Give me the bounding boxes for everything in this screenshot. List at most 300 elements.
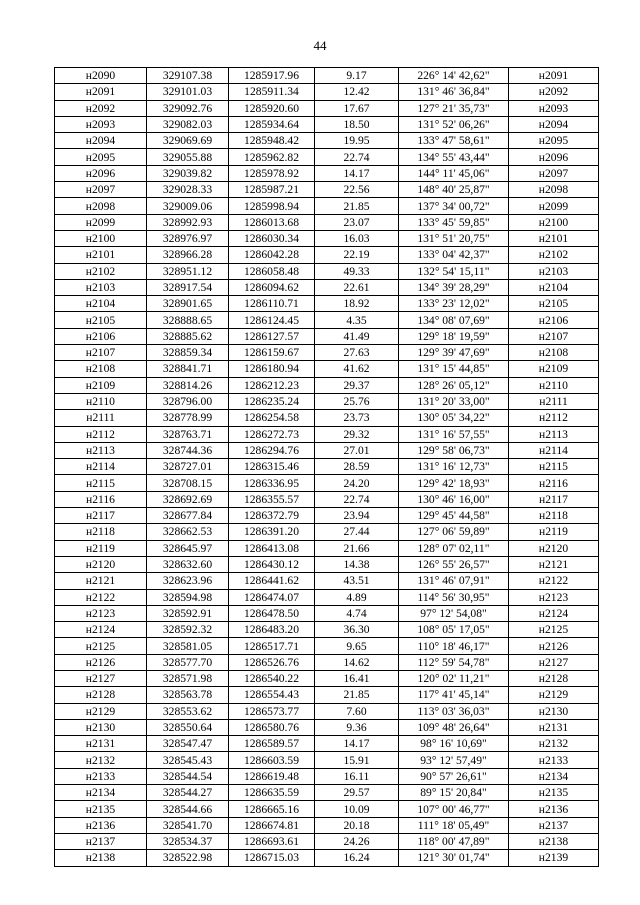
point-from-cell: н2135 <box>55 801 147 817</box>
distance-cell: 21.85 <box>315 198 399 214</box>
y-coordinate-cell: 1286042.28 <box>229 247 315 263</box>
y-coordinate-cell: 1285911.34 <box>229 84 315 100</box>
point-from-cell: н2131 <box>55 736 147 752</box>
distance-cell: 4.89 <box>315 589 399 605</box>
point-to-cell: н2111 <box>509 393 599 409</box>
distance-cell: 23.07 <box>315 214 399 230</box>
distance-cell: 41.49 <box>315 328 399 344</box>
point-to-cell: н2103 <box>509 263 599 279</box>
distance-cell: 27.01 <box>315 442 399 458</box>
distance-cell: 29.57 <box>315 785 399 801</box>
point-from-cell: н2123 <box>55 605 147 621</box>
x-coordinate-cell: 328841.71 <box>147 361 229 377</box>
table-row <box>55 328 599 344</box>
point-from-cell: н2128 <box>55 687 147 703</box>
x-coordinate-cell: 328553.62 <box>147 703 229 719</box>
distance-cell: 21.66 <box>315 540 399 556</box>
point-from-cell: н2118 <box>55 524 147 540</box>
point-from-cell: н2122 <box>55 589 147 605</box>
point-to-cell: н2119 <box>509 524 599 540</box>
distance-cell: 22.61 <box>315 279 399 295</box>
point-from-cell: н2106 <box>55 328 147 344</box>
x-coordinate-cell: 328577.70 <box>147 654 229 670</box>
y-coordinate-cell: 1286478.50 <box>229 605 315 621</box>
bearing-cell: 120° 02' 11,21" <box>399 670 509 686</box>
distance-cell: 41.62 <box>315 361 399 377</box>
bearing-cell: 133° 45' 59,85" <box>399 214 509 230</box>
distance-cell: 19.95 <box>315 133 399 149</box>
distance-cell: 24.26 <box>315 833 399 849</box>
point-to-cell: н2105 <box>509 296 599 312</box>
point-from-cell: н2116 <box>55 491 147 507</box>
table-row <box>55 850 599 866</box>
bearing-cell: 113° 03' 36,03" <box>399 703 509 719</box>
table-row <box>55 654 599 670</box>
table-row <box>55 459 599 475</box>
x-coordinate-cell: 328727.01 <box>147 459 229 475</box>
coordinates-table <box>54 67 599 867</box>
y-coordinate-cell: 1286635.59 <box>229 785 315 801</box>
table-row <box>55 393 599 409</box>
x-coordinate-cell: 329092.76 <box>147 100 229 116</box>
point-to-cell: н2118 <box>509 508 599 524</box>
distance-cell: 23.94 <box>315 508 399 524</box>
x-coordinate-cell: 328571.98 <box>147 670 229 686</box>
distance-cell: 24.20 <box>315 475 399 491</box>
point-from-cell: н2100 <box>55 230 147 246</box>
point-to-cell: н2094 <box>509 116 599 132</box>
table-row <box>55 426 599 442</box>
distance-cell: 14.62 <box>315 654 399 670</box>
table-row <box>55 279 599 295</box>
y-coordinate-cell: 1286110.71 <box>229 296 315 312</box>
x-coordinate-cell: 328545.43 <box>147 752 229 768</box>
x-coordinate-cell: 329009.06 <box>147 198 229 214</box>
bearing-cell: 117° 41' 45,14" <box>399 687 509 703</box>
point-to-cell: н2107 <box>509 328 599 344</box>
x-coordinate-cell: 328744.36 <box>147 442 229 458</box>
distance-cell: 9.17 <box>315 68 399 84</box>
y-coordinate-cell: 1286272.73 <box>229 426 315 442</box>
point-to-cell: н2097 <box>509 165 599 181</box>
y-coordinate-cell: 1286124.45 <box>229 312 315 328</box>
point-from-cell: н2110 <box>55 393 147 409</box>
point-to-cell: н2114 <box>509 442 599 458</box>
point-to-cell: н2120 <box>509 540 599 556</box>
y-coordinate-cell: 1286573.77 <box>229 703 315 719</box>
point-to-cell: н2102 <box>509 247 599 263</box>
bearing-cell: 130° 46' 16,00" <box>399 491 509 507</box>
y-coordinate-cell: 1285934.64 <box>229 116 315 132</box>
bearing-cell: 121° 30' 01,74" <box>399 850 509 866</box>
point-to-cell: н2137 <box>509 817 599 833</box>
x-coordinate-cell: 328901.65 <box>147 296 229 312</box>
x-coordinate-cell: 328544.54 <box>147 768 229 784</box>
x-coordinate-cell: 328522.98 <box>147 850 229 866</box>
distance-cell: 16.24 <box>315 850 399 866</box>
point-to-cell: н2098 <box>509 182 599 198</box>
table-row <box>55 703 599 719</box>
bearing-cell: 131° 20' 33,00" <box>399 393 509 409</box>
distance-cell: 36.30 <box>315 622 399 638</box>
y-coordinate-cell: 1286254.58 <box>229 410 315 426</box>
y-coordinate-cell: 1286294.76 <box>229 442 315 458</box>
x-coordinate-cell: 328677.84 <box>147 508 229 524</box>
bearing-cell: 110° 18' 46,17" <box>399 638 509 654</box>
bearing-cell: 89° 15' 20,84" <box>399 785 509 801</box>
point-to-cell: н2128 <box>509 670 599 686</box>
distance-cell: 14.17 <box>315 736 399 752</box>
x-coordinate-cell: 329069.69 <box>147 133 229 149</box>
bearing-cell: 134° 08' 07,69" <box>399 312 509 328</box>
y-coordinate-cell: 1286180.94 <box>229 361 315 377</box>
point-from-cell: н2115 <box>55 475 147 491</box>
point-to-cell: н2091 <box>509 68 599 84</box>
x-coordinate-cell: 328581.05 <box>147 638 229 654</box>
bearing-cell: 97° 12' 54,08" <box>399 605 509 621</box>
bearing-cell: 129° 58' 06,73" <box>399 442 509 458</box>
table-row <box>55 687 599 703</box>
point-to-cell: н2110 <box>509 377 599 393</box>
table-row <box>55 230 599 246</box>
y-coordinate-cell: 1286159.67 <box>229 345 315 361</box>
point-from-cell: н2137 <box>55 833 147 849</box>
point-from-cell: н2117 <box>55 508 147 524</box>
distance-cell: 29.32 <box>315 426 399 442</box>
point-from-cell: н2107 <box>55 345 147 361</box>
bearing-cell: 226° 14' 42,62" <box>399 68 509 84</box>
point-from-cell: н2121 <box>55 573 147 589</box>
bearing-cell: 134° 55' 43,44" <box>399 149 509 165</box>
bearing-cell: 112° 59' 54,78" <box>399 654 509 670</box>
table-row <box>55 833 599 849</box>
point-from-cell: н2132 <box>55 752 147 768</box>
bearing-cell: 118° 00' 47,89" <box>399 833 509 849</box>
bearing-cell: 93° 12' 57,49" <box>399 752 509 768</box>
table-row <box>55 573 599 589</box>
table-row <box>55 410 599 426</box>
bearing-cell: 148° 40' 25,87" <box>399 182 509 198</box>
y-coordinate-cell: 1286715.03 <box>229 850 315 866</box>
distance-cell: 23.73 <box>315 410 399 426</box>
point-from-cell: н2108 <box>55 361 147 377</box>
bearing-cell: 129° 39' 47,69" <box>399 345 509 361</box>
point-from-cell: н2126 <box>55 654 147 670</box>
distance-cell: 4.74 <box>315 605 399 621</box>
y-coordinate-cell: 1286540.22 <box>229 670 315 686</box>
table-row <box>55 752 599 768</box>
distance-cell: 16.11 <box>315 768 399 784</box>
table-row <box>55 312 599 328</box>
table-row <box>55 638 599 654</box>
y-coordinate-cell: 1285917.96 <box>229 68 315 84</box>
y-coordinate-cell: 1286441.62 <box>229 573 315 589</box>
point-to-cell: н2126 <box>509 638 599 654</box>
point-to-cell: н2108 <box>509 345 599 361</box>
distance-cell: 20.18 <box>315 817 399 833</box>
point-from-cell: н2113 <box>55 442 147 458</box>
bearing-cell: 137° 34' 00,72" <box>399 198 509 214</box>
point-from-cell: н2114 <box>55 459 147 475</box>
table-row <box>55 68 599 84</box>
x-coordinate-cell: 328623.96 <box>147 573 229 589</box>
point-to-cell: н2127 <box>509 654 599 670</box>
y-coordinate-cell: 1285998.94 <box>229 198 315 214</box>
x-coordinate-cell: 328550.64 <box>147 719 229 735</box>
distance-cell: 49.33 <box>315 263 399 279</box>
y-coordinate-cell: 1286127.57 <box>229 328 315 344</box>
y-coordinate-cell: 1286413.08 <box>229 540 315 556</box>
x-coordinate-cell: 328976.97 <box>147 230 229 246</box>
bearing-cell: 109° 48' 26,64" <box>399 719 509 735</box>
bearing-cell: 126° 55' 26,57" <box>399 556 509 572</box>
x-coordinate-cell: 328592.91 <box>147 605 229 621</box>
distance-cell: 17.67 <box>315 100 399 116</box>
x-coordinate-cell: 328662.53 <box>147 524 229 540</box>
y-coordinate-cell: 1286058.48 <box>229 263 315 279</box>
table-row <box>55 198 599 214</box>
point-from-cell: н2097 <box>55 182 147 198</box>
point-to-cell: н2134 <box>509 768 599 784</box>
bearing-cell: 131° 46' 36,84" <box>399 84 509 100</box>
table-row <box>55 622 599 638</box>
table-row <box>55 133 599 149</box>
distance-cell: 21.85 <box>315 687 399 703</box>
page-number: 44 <box>313 38 327 53</box>
bearing-cell: 134° 39' 28,29" <box>399 279 509 295</box>
bearing-cell: 107° 00' 46,77" <box>399 801 509 817</box>
point-to-cell: н2099 <box>509 198 599 214</box>
point-to-cell: н2139 <box>509 850 599 866</box>
distance-cell: 27.63 <box>315 345 399 361</box>
point-from-cell: н2136 <box>55 817 147 833</box>
x-coordinate-cell: 328547.47 <box>147 736 229 752</box>
point-to-cell: н2095 <box>509 133 599 149</box>
bearing-cell: 90° 57' 26,61" <box>399 768 509 784</box>
distance-cell: 25.76 <box>315 393 399 409</box>
point-to-cell: н2092 <box>509 84 599 100</box>
table-row <box>55 540 599 556</box>
table-row <box>55 524 599 540</box>
y-coordinate-cell: 1286030.34 <box>229 230 315 246</box>
y-coordinate-cell: 1286517.71 <box>229 638 315 654</box>
table-row <box>55 214 599 230</box>
table-row <box>55 377 599 393</box>
x-coordinate-cell: 328763.71 <box>147 426 229 442</box>
y-coordinate-cell: 1286665.16 <box>229 801 315 817</box>
distance-cell: 16.41 <box>315 670 399 686</box>
point-from-cell: н2090 <box>55 68 147 84</box>
point-from-cell: н2102 <box>55 263 147 279</box>
x-coordinate-cell: 328778.99 <box>147 410 229 426</box>
y-coordinate-cell: 1286580.76 <box>229 719 315 735</box>
y-coordinate-cell: 1286094.62 <box>229 279 315 295</box>
table-row <box>55 263 599 279</box>
y-coordinate-cell: 1286603.59 <box>229 752 315 768</box>
point-to-cell: н2115 <box>509 459 599 475</box>
point-to-cell: н2113 <box>509 426 599 442</box>
point-from-cell: н2091 <box>55 84 147 100</box>
point-to-cell: н2112 <box>509 410 599 426</box>
point-to-cell: н2096 <box>509 149 599 165</box>
bearing-cell: 98° 16' 10,69" <box>399 736 509 752</box>
point-from-cell: н2125 <box>55 638 147 654</box>
x-coordinate-cell: 328563.78 <box>147 687 229 703</box>
y-coordinate-cell: 1286589.57 <box>229 736 315 752</box>
bearing-cell: 127° 21' 35,73" <box>399 100 509 116</box>
distance-cell: 14.17 <box>315 165 399 181</box>
x-coordinate-cell: 328544.27 <box>147 785 229 801</box>
bearing-cell: 131° 51' 20,75" <box>399 230 509 246</box>
table-row <box>55 165 599 181</box>
point-from-cell: н2093 <box>55 116 147 132</box>
point-from-cell: н2103 <box>55 279 147 295</box>
x-coordinate-cell: 329039.82 <box>147 165 229 181</box>
distance-cell: 7.60 <box>315 703 399 719</box>
y-coordinate-cell: 1286619.48 <box>229 768 315 784</box>
y-coordinate-cell: 1285948.42 <box>229 133 315 149</box>
table-row <box>55 296 599 312</box>
distance-cell: 10.09 <box>315 801 399 817</box>
point-from-cell: н2092 <box>55 100 147 116</box>
distance-cell: 18.92 <box>315 296 399 312</box>
bearing-cell: 132° 54' 15,11" <box>399 263 509 279</box>
table-row <box>55 785 599 801</box>
x-coordinate-cell: 328885.62 <box>147 328 229 344</box>
x-coordinate-cell: 328708.15 <box>147 475 229 491</box>
bearing-cell: 114° 56' 30,95" <box>399 589 509 605</box>
point-to-cell: н2093 <box>509 100 599 116</box>
point-to-cell: н2100 <box>509 214 599 230</box>
point-from-cell: н2120 <box>55 556 147 572</box>
point-from-cell: н2096 <box>55 165 147 181</box>
x-coordinate-cell: 328594.98 <box>147 589 229 605</box>
x-coordinate-cell: 328796.00 <box>147 393 229 409</box>
bearing-cell: 130° 05' 34,22" <box>399 410 509 426</box>
point-from-cell: н2127 <box>55 670 147 686</box>
point-from-cell: н2105 <box>55 312 147 328</box>
bearing-cell: 128° 07' 02,11" <box>399 540 509 556</box>
distance-cell: 4.35 <box>315 312 399 328</box>
bearing-cell: 133° 04' 42,37" <box>399 247 509 263</box>
point-from-cell: н2095 <box>55 149 147 165</box>
table-row <box>55 116 599 132</box>
point-to-cell: н2116 <box>509 475 599 491</box>
y-coordinate-cell: 1285920.60 <box>229 100 315 116</box>
table-row <box>55 491 599 507</box>
distance-cell: 15.91 <box>315 752 399 768</box>
point-from-cell: н2098 <box>55 198 147 214</box>
distance-cell: 14.38 <box>315 556 399 572</box>
bearing-cell: 129° 42' 18,93" <box>399 475 509 491</box>
y-coordinate-cell: 1286372.79 <box>229 508 315 524</box>
point-to-cell: н2138 <box>509 833 599 849</box>
bearing-cell: 131° 15' 44,85" <box>399 361 509 377</box>
bearing-cell: 111° 18' 05,49" <box>399 817 509 833</box>
y-coordinate-cell: 1285987.21 <box>229 182 315 198</box>
x-coordinate-cell: 328544.66 <box>147 801 229 817</box>
x-coordinate-cell: 328692.69 <box>147 491 229 507</box>
distance-cell: 22.56 <box>315 182 399 198</box>
x-coordinate-cell: 328632.60 <box>147 556 229 572</box>
point-from-cell: н2094 <box>55 133 147 149</box>
point-to-cell: н2109 <box>509 361 599 377</box>
bearing-cell: 108° 05' 17,05" <box>399 622 509 638</box>
y-coordinate-cell: 1285962.82 <box>229 149 315 165</box>
point-from-cell: н2138 <box>55 850 147 866</box>
table-row <box>55 149 599 165</box>
x-coordinate-cell: 328541.70 <box>147 817 229 833</box>
y-coordinate-cell: 1286483.20 <box>229 622 315 638</box>
bearing-cell: 127° 06' 59,89" <box>399 524 509 540</box>
y-coordinate-cell: 1286554.43 <box>229 687 315 703</box>
distance-cell: 22.74 <box>315 491 399 507</box>
point-to-cell: н2117 <box>509 491 599 507</box>
x-coordinate-cell: 329055.88 <box>147 149 229 165</box>
point-to-cell: н2104 <box>509 279 599 295</box>
x-coordinate-cell: 329101.03 <box>147 84 229 100</box>
y-coordinate-cell: 1286355.57 <box>229 491 315 507</box>
x-coordinate-cell: 329082.03 <box>147 116 229 132</box>
bearing-cell: 131° 16' 12,73" <box>399 459 509 475</box>
table-row <box>55 556 599 572</box>
point-to-cell: н2133 <box>509 752 599 768</box>
point-from-cell: н2119 <box>55 540 147 556</box>
table-row <box>55 475 599 491</box>
x-coordinate-cell: 328592.32 <box>147 622 229 638</box>
point-from-cell: н2130 <box>55 719 147 735</box>
point-from-cell: н2134 <box>55 785 147 801</box>
x-coordinate-cell: 328859.34 <box>147 345 229 361</box>
table-row <box>55 670 599 686</box>
point-to-cell: н2124 <box>509 605 599 621</box>
distance-cell: 43.51 <box>315 573 399 589</box>
table-row <box>55 182 599 198</box>
bearing-cell: 128° 26' 05,12" <box>399 377 509 393</box>
point-to-cell: н2106 <box>509 312 599 328</box>
table-row <box>55 768 599 784</box>
point-from-cell: н2104 <box>55 296 147 312</box>
distance-cell: 9.65 <box>315 638 399 654</box>
point-to-cell: н2130 <box>509 703 599 719</box>
y-coordinate-cell: 1286013.68 <box>229 214 315 230</box>
point-to-cell: н2135 <box>509 785 599 801</box>
point-to-cell: н2132 <box>509 736 599 752</box>
y-coordinate-cell: 1286526.76 <box>229 654 315 670</box>
y-coordinate-cell: 1286212.23 <box>229 377 315 393</box>
x-coordinate-cell: 328888.65 <box>147 312 229 328</box>
bearing-cell: 131° 46' 07,91" <box>399 573 509 589</box>
point-from-cell: н2112 <box>55 426 147 442</box>
bearing-cell: 129° 45' 44,58" <box>399 508 509 524</box>
x-coordinate-cell: 328645.97 <box>147 540 229 556</box>
point-to-cell: н2121 <box>509 556 599 572</box>
table-row <box>55 736 599 752</box>
point-from-cell: н2124 <box>55 622 147 638</box>
table-row <box>55 442 599 458</box>
distance-cell: 22.19 <box>315 247 399 263</box>
y-coordinate-cell: 1285978.92 <box>229 165 315 181</box>
point-to-cell: н2101 <box>509 230 599 246</box>
y-coordinate-cell: 1286336.95 <box>229 475 315 491</box>
table-row <box>55 508 599 524</box>
table-row <box>55 100 599 116</box>
bearing-cell: 133° 23' 12,02" <box>399 296 509 312</box>
distance-cell: 16.03 <box>315 230 399 246</box>
x-coordinate-cell: 328917.54 <box>147 279 229 295</box>
bearing-cell: 129° 18' 19,59" <box>399 328 509 344</box>
bearing-cell: 133° 47' 58,61" <box>399 133 509 149</box>
